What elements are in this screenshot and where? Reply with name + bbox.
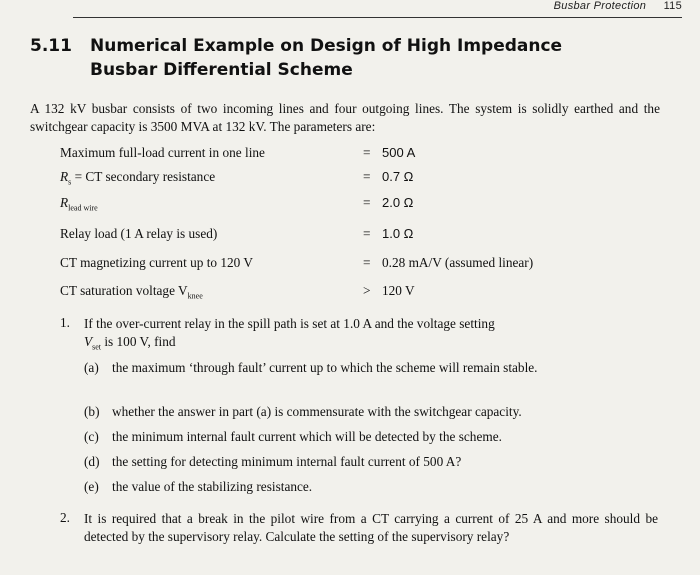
label-main: CT saturation voltage V xyxy=(60,283,188,298)
question-1-text xyxy=(84,315,658,356)
question-number: 1. xyxy=(60,315,70,330)
symbol-subscript: s xyxy=(68,177,72,187)
question-number: 2. xyxy=(60,510,70,525)
parameter-value: 500 A xyxy=(382,145,416,160)
parameter-value: 0.7 Ω xyxy=(382,169,414,184)
parameter-relation: = xyxy=(363,195,371,210)
symbol-subscript: knee xyxy=(187,291,203,301)
parameter-relation: > xyxy=(363,283,371,298)
parameter-label: Relay load (1 A relay is used) xyxy=(60,226,218,241)
sub-question-text: the setting for detecting minimum internal fault current of 500 A? xyxy=(112,454,462,469)
symbol-main: V xyxy=(84,333,93,349)
page-number: 115 xyxy=(663,0,682,12)
parameter-label xyxy=(60,283,203,301)
parameter-relation: = xyxy=(363,145,371,160)
label-rest: = CT secondary resistance xyxy=(71,169,216,184)
sub-question-label: (e) xyxy=(84,479,99,494)
parameter-value: 1.0 Ω xyxy=(382,226,414,241)
parameter-label: CT magnetizing current up to 120 V xyxy=(60,255,254,270)
question-1-line1: If the over-current relay in the spill path is set at 1.0 A and the voltage setting xyxy=(84,316,495,331)
parameter-relation: = xyxy=(363,169,371,184)
question-2-text: It is required that a break in the pilot wire from a CT carrying a current of 25 A and more should be detected by the supervisory relay. Calculate the setting of the supervisory relay? xyxy=(84,511,658,544)
parameter-value: 0.28 mA/V (assumed linear) xyxy=(382,255,534,270)
section-title-line2: Busbar Differential Scheme xyxy=(90,60,353,80)
parameter-label xyxy=(60,169,215,187)
sub-question-text: whether the answer in part (a) is commensurate with the switchgear capacity. xyxy=(112,404,522,419)
running-title: Busbar Protection xyxy=(553,0,647,12)
sub-question-text: the value of the stabilizing resistance. xyxy=(112,479,313,494)
header-rule xyxy=(73,17,682,18)
section-number: 5.11 xyxy=(30,36,72,56)
sub-question-text: the maximum ‘through fault’ current up to which the scheme will remain stable. xyxy=(112,360,538,375)
sub-question-label: (a) xyxy=(84,360,99,375)
parameter-relation: = xyxy=(363,226,371,241)
sub-question-text: the minimum internal fault current which will be detected by the scheme. xyxy=(112,429,502,444)
parameter-label xyxy=(60,195,98,213)
symbol-main: R xyxy=(60,195,69,210)
intro-paragraph: A 132 kV busbar consists of two incoming lines and four outgoing lines. The system is solidly earthed and the switchgear capacity is 3500 MVA at 132 kV. The parameters are: xyxy=(30,101,660,134)
sub-question-label: (c) xyxy=(84,429,99,444)
sub-question-label: (d) xyxy=(84,454,100,469)
parameter-value: 2.0 Ω xyxy=(382,195,414,210)
parameter-relation: = xyxy=(363,255,371,270)
symbol-subscript: set xyxy=(92,342,102,352)
sub-question-label: (b) xyxy=(84,404,100,419)
parameter-value: 120 V xyxy=(382,283,415,298)
symbol-subscript: lead wire xyxy=(68,203,98,213)
section-title xyxy=(30,34,670,82)
parameter-label: Maximum full-load current in one line xyxy=(60,145,265,160)
question-1-line2: is 100 V, find xyxy=(101,333,176,349)
running-head xyxy=(554,0,682,12)
section-title-line1: Numerical Example on Design of High Impedance xyxy=(90,36,563,56)
symbol-main: R xyxy=(60,169,69,184)
